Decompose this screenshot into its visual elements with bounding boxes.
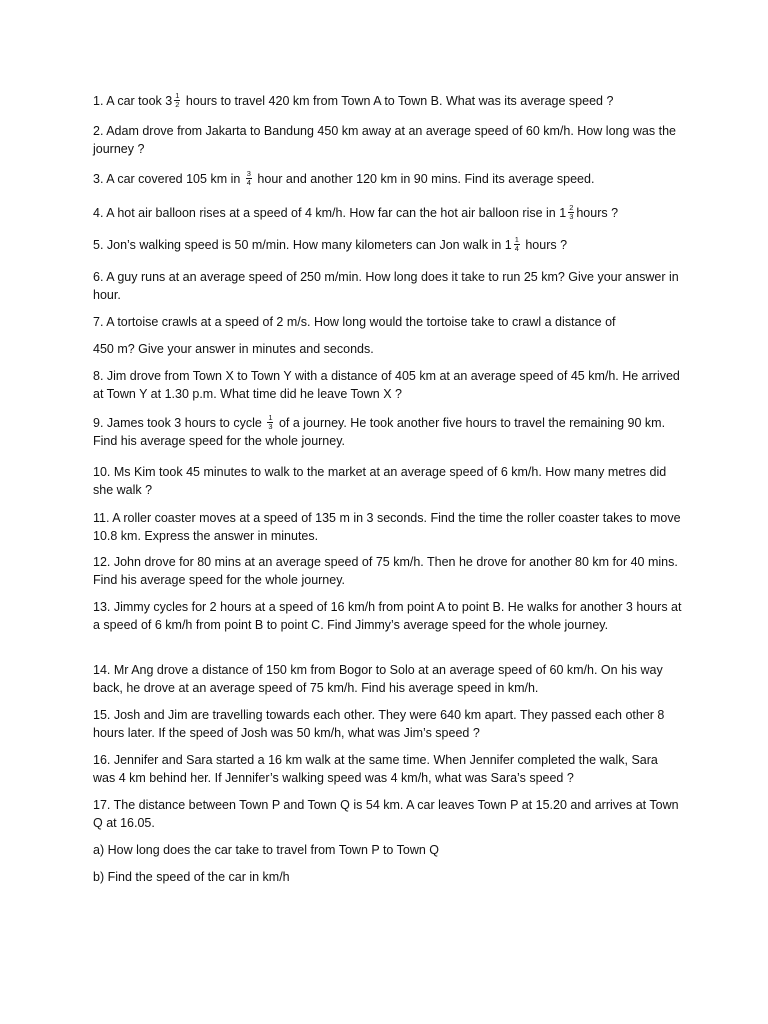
- question-q16: [93, 751, 683, 787]
- fraction: [174, 92, 180, 109]
- question-q10: [93, 463, 683, 499]
- question-q2: [93, 122, 683, 158]
- question-q11: [93, 509, 683, 545]
- question-text: 13. Jimmy cycles for 2 hours at a speed of 16 km/h from point A to point B. He walks for another 3 hours at a speed of 6 km/h from point B to point C. Find Jimmy’s average speed for the whole journey.: [93, 600, 682, 632]
- question-q17: [93, 796, 683, 832]
- question-q13: [93, 598, 683, 634]
- question-q15: [93, 706, 683, 742]
- question-q17b: [93, 868, 683, 886]
- question-text: 7. A tortoise crawls at a speed of 2 m/s. How long would the tortoise take to crawl a distance of: [93, 315, 616, 329]
- question-text: of a journey. He took another five hours to travel the remaining 90 km. Find his average speed for the whole journey.: [93, 416, 666, 449]
- question-text: hours ?: [521, 238, 568, 252]
- question-text: 17. The distance between Town P and Town Q is 54 km. A car leaves Town P at 15.20 and arrives at Town Q at 16.05.: [93, 798, 679, 830]
- question-text: hours ?: [576, 206, 619, 220]
- question-text: 10. Ms Kim took 45 minutes to walk to the market at an average speed of 6 km/h. How many metres did she walk ?: [93, 465, 667, 497]
- fraction: [568, 204, 574, 221]
- question-text: 1. A car took 3: [93, 94, 173, 108]
- question-q14: [93, 661, 683, 697]
- question-q12: [93, 553, 683, 589]
- question-q7a: [93, 313, 683, 331]
- fraction-denominator: 2: [175, 100, 180, 110]
- question-text: 4. A hot air balloon rises at a speed of 4 km/h. How far can the hot air balloon rise in 1: [93, 206, 567, 220]
- question-q9: [93, 414, 683, 450]
- question-text: 14. Mr Ang drove a distance of 150 km from Bogor to Solo at an average speed of 60 km/h. On his way back, he drove at an average speed of 75 km/h. Find his average speed in km/h.: [93, 663, 663, 695]
- question-q8: [93, 367, 683, 403]
- fraction-denominator: 4: [514, 244, 519, 254]
- question-q5: [93, 236, 683, 254]
- fraction-numerator: 1: [514, 235, 519, 245]
- question-q6: [93, 268, 683, 304]
- fraction: [267, 414, 273, 431]
- question-text: 16. Jennifer and Sara started a 16 km walk at the same time. When Jennifer completed the walk, Sara was 4 km behind her. If Jennifer’s walking speed was 4 km/h, what was Sara’s speed ?: [93, 753, 658, 785]
- fraction-numerator: 3: [246, 169, 251, 179]
- question-text: 3. A car covered 105 km in: [93, 172, 244, 186]
- fraction: [246, 170, 252, 187]
- fraction-numerator: 1: [175, 91, 180, 101]
- question-text: 9. James took 3 hours to cycle: [93, 416, 266, 430]
- question-q3: [93, 170, 683, 188]
- question-q1: [93, 92, 683, 110]
- fraction-denominator: 3: [268, 422, 273, 432]
- question-q4: [93, 204, 683, 222]
- fraction-denominator: 4: [246, 178, 251, 188]
- question-text: 450 m? Give your answer in minutes and seconds.: [93, 342, 374, 356]
- fraction-numerator: 2: [569, 203, 574, 213]
- question-text: hour and another 120 km in 90 mins. Find its average speed.: [253, 172, 595, 186]
- fraction: [514, 236, 520, 253]
- question-text: hours to travel 420 km from Town A to Town B. What was its average speed ?: [182, 94, 614, 108]
- question-text: 6. A guy runs at an average speed of 250 m/min. How long does it take to run 25 km? Give your answer in hour.: [93, 270, 679, 302]
- question-text: 12. John drove for 80 mins at an average speed of 75 km/h. Then he drove for another 80 km for 40 mins. Find his average speed for the whole journey.: [93, 555, 678, 587]
- question-text: b) Find the speed of the car in km/h: [93, 870, 290, 884]
- fraction-numerator: 1: [268, 413, 273, 423]
- question-text: 11. A roller coaster moves at a speed of 135 m in 3 seconds. Find the time the roller coaster takes to move 10.8 km. Express the answer in minutes.: [93, 511, 681, 543]
- question-text: 2. Adam drove from Jakarta to Bandung 450 km away at an average speed of 60 km/h. How long was the journey ?: [93, 124, 676, 156]
- fraction-denominator: 3: [569, 212, 574, 222]
- question-text: 8. Jim drove from Town X to Town Y with a distance of 405 km at an average speed of 45 km/h. He arrived at Town Y at 1.30 p.m. What time did he leave Town X ?: [93, 369, 680, 401]
- question-q7b: [93, 340, 683, 358]
- question-text: a) How long does the car take to travel from Town P to Town Q: [93, 843, 440, 857]
- question-text: 5. Jon’s walking speed is 50 m/min. How many kilometers can Jon walk in 1: [93, 238, 512, 252]
- question-q17a: [93, 841, 683, 859]
- question-text: 15. Josh and Jim are travelling towards each other. They were 640 km apart. They passed each other 8 hours later. If the speed of Josh was 50 km/h, what was Jim’s speed ?: [93, 708, 665, 740]
